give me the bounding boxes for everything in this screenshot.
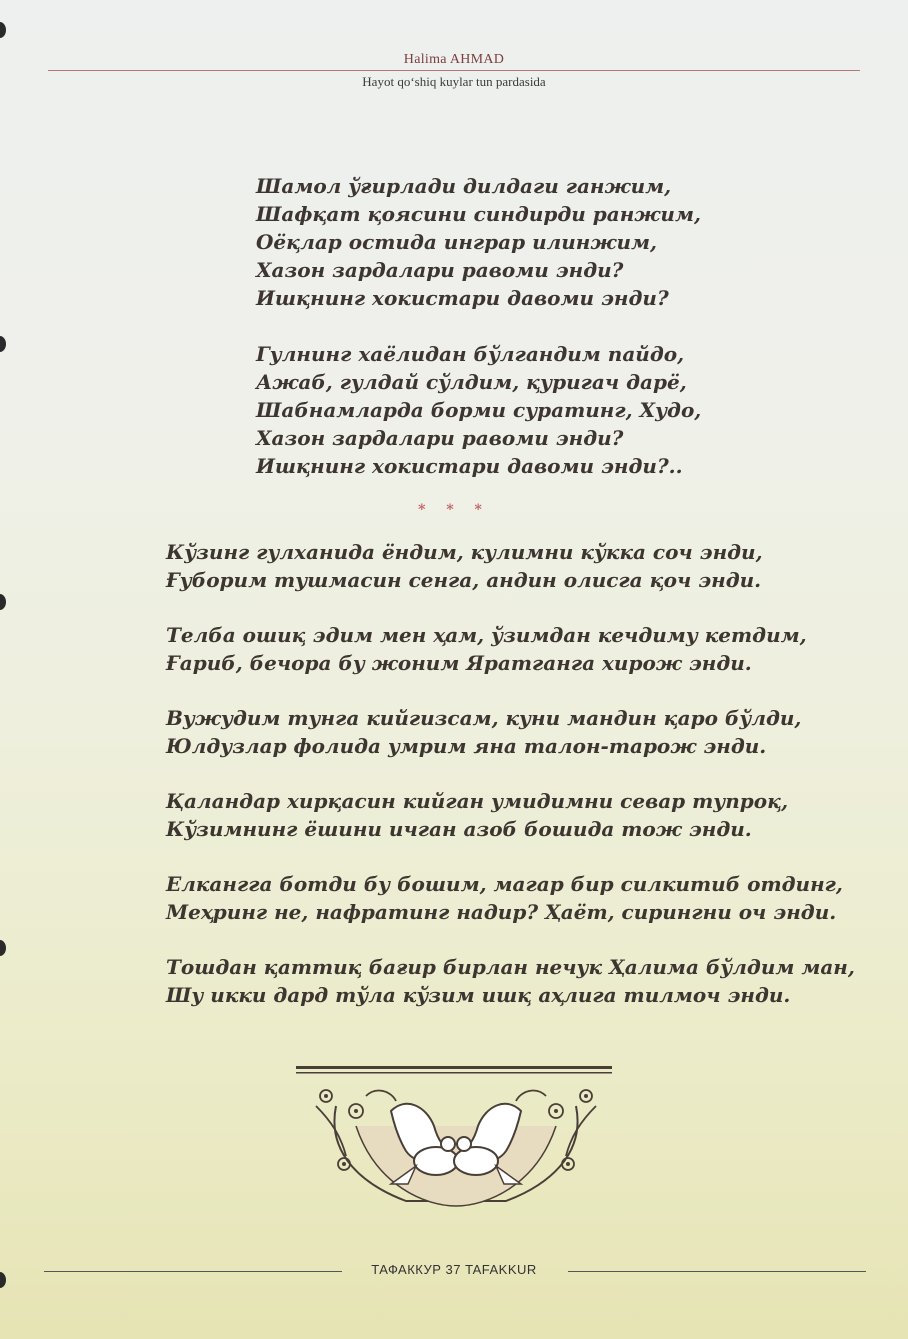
poem-line: Телба ошиқ эдим мен ҳам, ўзимдан кечдиму кетдим, <box>166 623 807 647</box>
section-separator: * * * <box>418 502 490 518</box>
poem-line: Кўзинг гулханида ёндим, кулимни кўкка соч энди, <box>166 540 763 564</box>
couplet <box>166 621 866 704</box>
poem-line: Кўзимнинг ёшини ичган азоб бошида тож энди. <box>166 817 752 841</box>
poem-line: Шабнамларда борми суратинг, Худо, <box>256 398 702 422</box>
poem-line: Шу икки дард тўла кўзим ишқ аҳлига тилмоч энди. <box>166 983 791 1007</box>
couplet <box>166 704 866 787</box>
collection-subtitle: Hayot qo‘shiq kuylar tun pardasida <box>362 74 546 89</box>
poem-line: Хазон зардалари равоми энди? <box>256 258 624 282</box>
poem-line: Елкангга ботди бу бошим, магар бир силкитиб отдинг, <box>166 872 843 896</box>
footer-rule-right <box>568 1271 866 1272</box>
poem-line: Вужудим тунга кийгизсам, куни мандин қаро бўлди, <box>166 706 802 730</box>
poem-line: Хазон зардалари равоми энди? <box>256 426 624 450</box>
couplet <box>166 870 866 953</box>
ghazal-poem <box>166 538 866 1036</box>
binder-hole <box>0 22 6 38</box>
page-header <box>0 52 908 68</box>
poem-line: Юлдузлар фолида умрим яна талон-тарож энди. <box>166 734 767 758</box>
poem-line: Меҳринг не, нафратинг надир? Ҳаёт, сирингни оч энди. <box>166 900 837 924</box>
poem-line: Гулнинг хаёлидан бўлгандим пайдо, <box>256 342 685 366</box>
binder-hole <box>0 594 6 610</box>
poem-line: Тошдан қаттиқ бағир бирлан нечук Ҳалима бўлдим ман, <box>166 955 855 979</box>
page-footer: ТАФАККУР 37 TAFAKKUR <box>371 1262 537 1277</box>
header-rule <box>48 70 860 71</box>
poem-line: Қаландар хирқасин кийган умидимни севар тупроқ, <box>166 789 789 813</box>
poem-line: Ишқнинг хокистари давоми энди?.. <box>256 454 683 478</box>
poem-line: Ғариб, бечора бу жоним Яратганга хирож энди. <box>166 651 752 675</box>
poem-line: Оёқлар остида инграр илинжим, <box>256 230 657 254</box>
poem-line: Ғуборим тушмасин сенга, андин олисга қоч энди. <box>166 568 762 592</box>
poem-stanza-1 <box>256 172 701 312</box>
author-name: Halima AHMAD <box>403 52 505 67</box>
couplet <box>166 953 866 1036</box>
doves-floral-ornament-icon <box>296 1066 616 1216</box>
couplet <box>166 538 866 621</box>
poem-stanza-2 <box>256 340 701 480</box>
poem-line: Ажаб, гулдай сўлдим, қуригач дарё, <box>256 370 687 394</box>
poem-line: Шафқат қоясини синдирди ранжим, <box>256 202 701 226</box>
couplet <box>166 787 866 870</box>
binder-hole <box>0 336 6 352</box>
poem-line: Ишқнинг хокистари давоми энди? <box>256 286 669 310</box>
binder-hole <box>0 940 6 956</box>
poem-line: Шамол ўғирлади дилдаги ганжим, <box>256 174 672 198</box>
